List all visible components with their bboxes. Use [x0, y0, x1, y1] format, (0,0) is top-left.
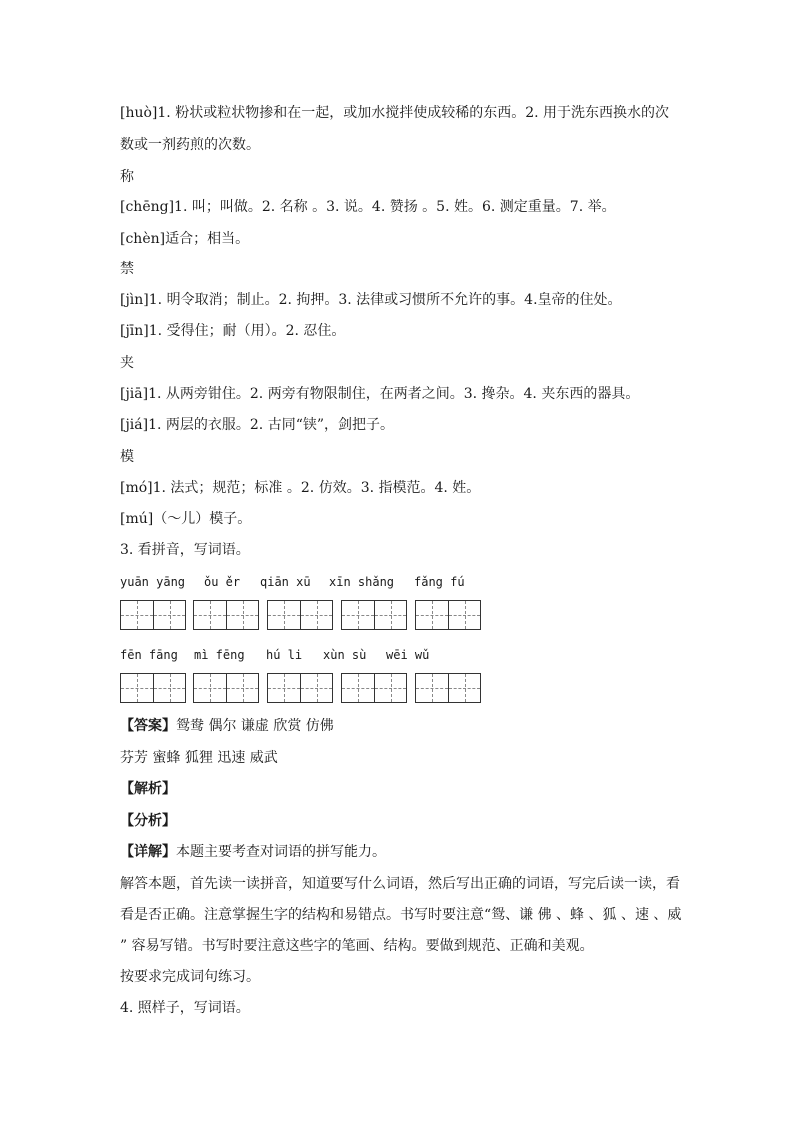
definition-line: [mú]（～儿）模子。 — [120, 511, 252, 527]
detail-text: 本题主要考查对词语的拼写能力。 — [176, 844, 386, 860]
definition-line: [chèn]适合；相当。 — [120, 231, 250, 247]
writing-grid[interactable] — [267, 600, 333, 630]
pinyin-label: fǎng fú — [414, 575, 465, 589]
writing-grid[interactable] — [120, 673, 186, 703]
character-heading: 夹 — [120, 355, 134, 371]
writing-grid[interactable] — [415, 673, 481, 703]
definition-line: [jìn]1. 明令取消；制止。2. 拘押。3. 法律或习惯所不允许的事。4.皇帝的住处。 — [120, 292, 622, 308]
pinyin-label: ǒu ěr — [204, 575, 241, 589]
definition-line: [mó]1. 法式；规范；标准 。2. 仿效。3. 指模范。4. 姓。 — [120, 480, 481, 496]
answer-words: 鸳鸯 偶尔 谦虚 欣赏 仿佛 — [176, 718, 334, 734]
writing-grid[interactable] — [193, 673, 259, 703]
character-heading: 模 — [120, 449, 134, 465]
explanation-line: ” 容易写错。书写时要注意这些字的笔画、结构。要做到规范、正确和美观。 — [120, 938, 594, 954]
pinyin-label: xùn sù — [323, 648, 367, 662]
definition-line: 数或一剂药煎的次数。 — [120, 137, 260, 153]
writing-grid[interactable] — [120, 600, 186, 630]
explanation-line: 看是否正确。注意掌握生字的结构和易错点。书写时要注意“鸳、谦 佛 、蜂 、狐 、速 、威 — [120, 907, 682, 923]
jiexi-heading: 【解析】 — [120, 781, 176, 797]
character-heading: 禁 — [120, 261, 134, 277]
writing-grid[interactable] — [341, 600, 407, 630]
writing-grid[interactable] — [267, 673, 333, 703]
writing-grid[interactable] — [341, 673, 407, 703]
definition-line: [jiā]1. 从两旁钳住。2. 两旁有物限制住，在两者之间。3. 搀杂。4. 夹东西的器具。 — [120, 386, 640, 402]
answer-line — [120, 717, 334, 735]
pinyin-label: qiān xū — [260, 575, 311, 589]
question-title: 4. 照样子，写词语。 — [120, 1000, 250, 1016]
definition-line: [huò]1. 粉状或粒状物掺和在一起，或加水搅拌使成较稀的东西。2. 用于洗东西换水的次 — [120, 105, 669, 121]
question-title: 3. 看拼音，写词语。 — [120, 542, 250, 558]
writing-grid[interactable] — [415, 600, 481, 630]
pinyin-label: xīn shǎng — [329, 575, 395, 589]
writing-grid[interactable] — [193, 600, 259, 630]
definition-line: [jiá]1. 两层的衣服。2. 古同“铗”，剑把子。 — [120, 417, 395, 433]
detail-line — [120, 843, 386, 861]
answer-words-row2: 芬芳 蜜蜂 狐狸 迅速 威武 — [120, 750, 278, 766]
detail-tag: 【详解】 — [120, 844, 176, 860]
pinyin-label: wēi wǔ — [386, 648, 430, 662]
definition-line: [jīn]1. 受得住；耐（用）。2. 忍住。 — [120, 323, 346, 339]
explanation-line: 解答本题，首先读一读拼音，知道要写什么词语，然后写出正确的词语，写完后读一读，看 — [120, 876, 680, 892]
explanation-line: 按要求完成词句练习。 — [120, 969, 260, 985]
pinyin-label: mì fēng — [194, 648, 245, 662]
pinyin-label: hú li — [266, 648, 303, 662]
pinyin-label: fēn fāng — [120, 648, 178, 662]
fenxi-heading: 【分析】 — [120, 813, 176, 829]
character-heading: 称 — [120, 169, 134, 185]
pinyin-label: yuān yāng — [120, 575, 186, 589]
answer-tag: 【答案】 — [120, 718, 176, 734]
definition-line: [chēng]1. 叫；叫做。2. 名称 。3. 说。4. 赞扬 。5. 姓。6. 测定重量。7. 举。 — [120, 199, 616, 215]
